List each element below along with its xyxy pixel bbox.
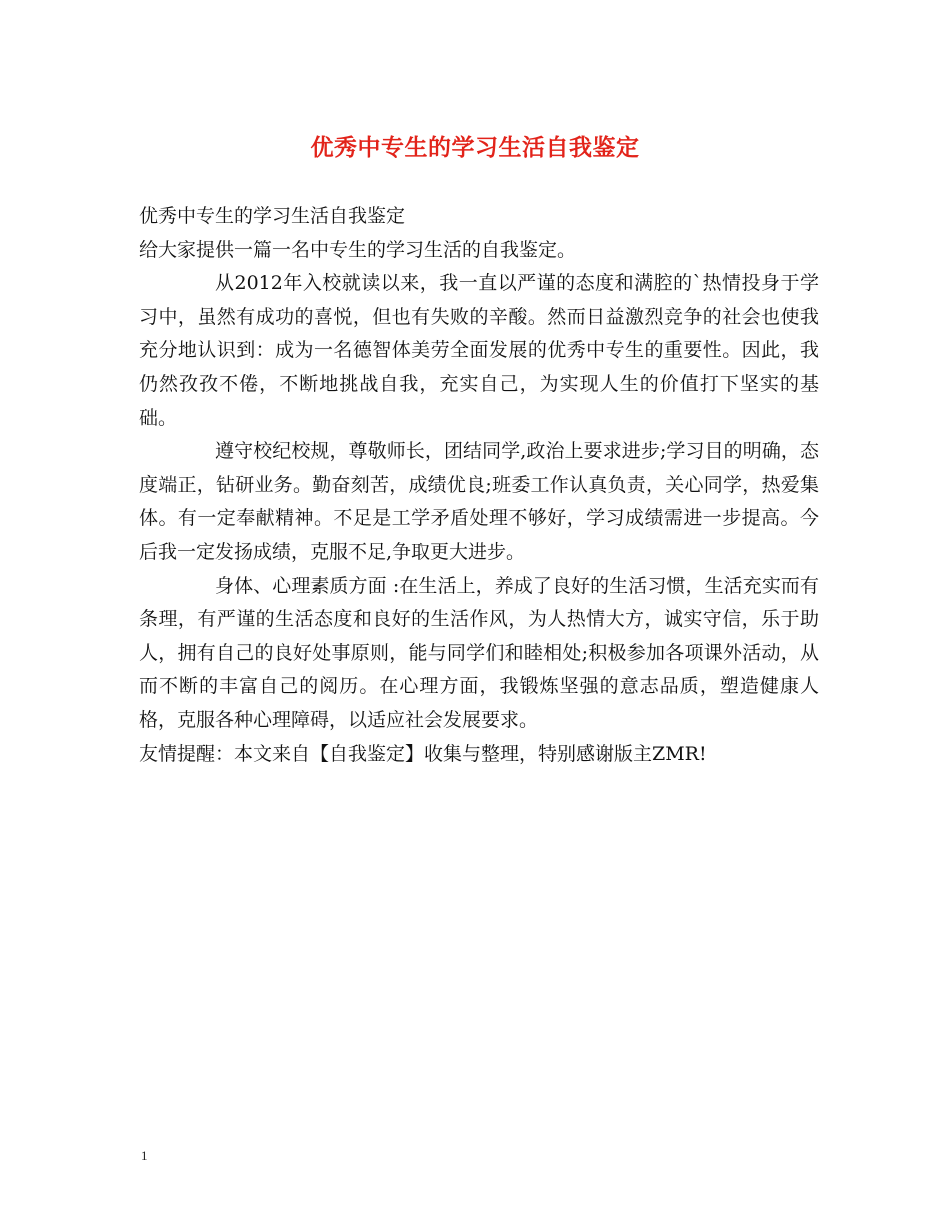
- paragraph-conduct: 遵守校纪校规，尊敬师长，团结同学,政治上要求进步;学习目的明确，态度端正，钻研业务。勤奋刻苦，成绩优良;班委工作认真负责，关心同学，热爱集体。有一定奉献精神。不足是工学矛盾处理不够好，学习成绩需进一步提高。今后我一定发扬成绩，克服不足,争取更大进步。: [139, 440, 819, 563]
- document-title: 优秀中专生的学习生活自我鉴定: [310, 134, 640, 161]
- paragraph-health: 身体、心理素质方面 :在生活上，养成了良好的生活习惯，生活充实而有条理，有严谨的生活态度和良好的生活作风，为人热情大方，诚实守信，乐于助人，拥有自己的良好处事原则，能与同学们和睦相处;积极参加各项课外活动，从而不断的丰富自己的阅历。在心理方面，我锻炼坚强的意志品质，塑造健康人格，克服各种心理障碍，以适应社会发展要求。: [139, 574, 819, 731]
- document-body: [139, 200, 819, 771]
- intro-line: 给大家提供一篇一名中专生的学习生活的自我鉴定。: [139, 238, 577, 261]
- page-number: 1: [141, 1148, 148, 1163]
- paragraph-study: 从2012年入校就读以来，我一直以严谨的态度和满腔的`热情投身于学习中，虽然有成功的喜悦，但也有失败的辛酸。然而日益激烈竞争的社会也使我充分地认识到：成为一名德智体美劳全面发展的优秀中专生的重要性。因此，我仍然孜孜不倦，不断地挑战自我，充实自己，为实现人生的价值打下坚实的基础。: [139, 272, 819, 429]
- subtitle-line: 优秀中专生的学习生活自我鉴定: [139, 205, 406, 227]
- reminder-line: 友情提醒：本文来自【自我鉴定】收集与整理，特别感谢版主ZMR!: [139, 742, 707, 765]
